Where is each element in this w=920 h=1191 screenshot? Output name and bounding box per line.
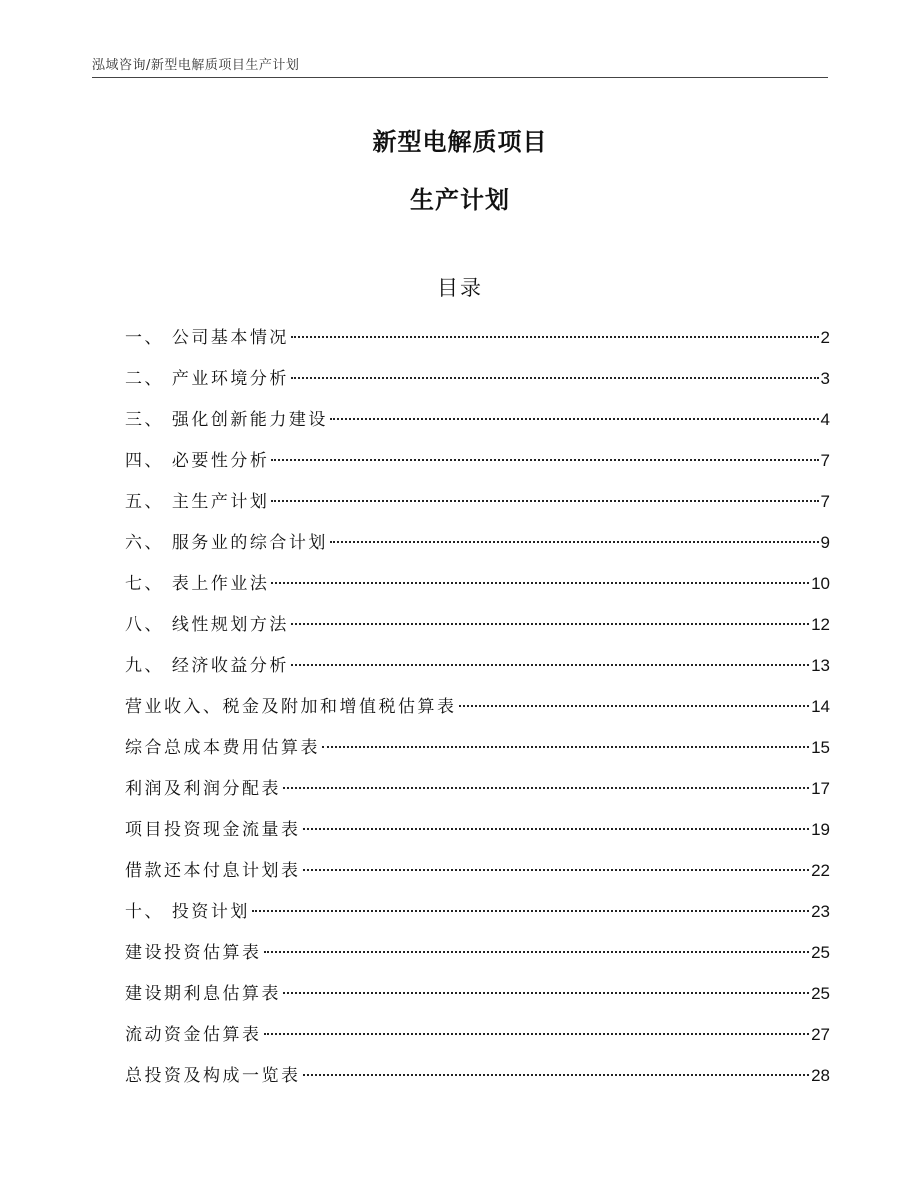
toc-leader-dots: [264, 1033, 810, 1035]
toc-entry[interactable]: [125, 772, 830, 813]
toc-entry[interactable]: [125, 936, 830, 977]
toc-entry-label: 项目投资现金流量表: [125, 820, 301, 840]
toc-leader-dots: [291, 664, 809, 666]
running-header: 泓域咨询/新型电解质项目生产计划: [92, 58, 300, 73]
toc-entry-page: 7: [820, 492, 830, 511]
toc-entry-page: 25: [811, 984, 830, 1003]
toc-entry-page: 9: [820, 533, 830, 552]
toc-entry-label: 五、 主生产计划: [125, 492, 270, 512]
toc-entry-page: 23: [811, 902, 830, 921]
toc-entry[interactable]: [125, 854, 830, 895]
toc-entry-page: 19: [811, 820, 830, 839]
document-subtitle: 生产计划: [410, 186, 510, 214]
toc-entry[interactable]: [125, 362, 830, 403]
toc-entry-label: 十、 投资计划: [125, 902, 250, 922]
toc-entry-label: 八、 线性规划方法: [125, 615, 289, 635]
toc-entry-label: 综合总成本费用估算表: [125, 738, 320, 758]
toc-entry[interactable]: [125, 403, 830, 444]
toc-entry-page: 4: [820, 410, 830, 429]
toc-entry[interactable]: [125, 977, 830, 1018]
toc-entry-label: 建设投资估算表: [125, 943, 262, 963]
toc-leader-dots: [271, 500, 818, 502]
toc-entry[interactable]: [125, 813, 830, 854]
toc-leader-dots: [459, 705, 810, 707]
toc-entry-label: 二、 产业环境分析: [125, 369, 289, 389]
toc-entry[interactable]: [125, 608, 830, 649]
toc-entry-label: 总投资及构成一览表: [125, 1066, 301, 1086]
toc-entry-label: 营业收入、税金及附加和增值税估算表: [125, 697, 457, 717]
toc-leader-dots: [330, 418, 819, 420]
toc-entry[interactable]: [125, 444, 830, 485]
toc-entry-label: 四、 必要性分析: [125, 451, 270, 471]
table-of-contents: [125, 321, 830, 1100]
toc-heading: 目录: [437, 276, 483, 300]
toc-entry-page: 17: [811, 779, 830, 798]
toc-entry-page: 12: [811, 615, 830, 634]
toc-entry-label: 七、 表上作业法: [125, 574, 270, 594]
toc-entry[interactable]: [125, 485, 830, 526]
toc-entry[interactable]: [125, 895, 830, 936]
toc-entry-label: 六、 服务业的综合计划: [125, 533, 328, 553]
toc-entry-label: 建设期利息估算表: [125, 984, 281, 1004]
toc-leader-dots: [252, 910, 809, 912]
toc-entry[interactable]: [125, 690, 830, 731]
toc-entry[interactable]: [125, 526, 830, 567]
toc-entry-page: 13: [811, 656, 830, 675]
toc-leader-dots: [283, 992, 809, 994]
toc-entry-label: 三、 强化创新能力建设: [125, 410, 328, 430]
toc-leader-dots: [271, 459, 818, 461]
toc-entry-label: 流动资金估算表: [125, 1025, 262, 1045]
toc-entry-page: 22: [811, 861, 830, 880]
toc-entry-label: 利润及利润分配表: [125, 779, 281, 799]
toc-entry-page: 7: [820, 451, 830, 470]
toc-leader-dots: [322, 746, 809, 748]
toc-leader-dots: [330, 541, 819, 543]
toc-leader-dots: [303, 828, 810, 830]
header-divider: [92, 77, 828, 78]
toc-entry-page: 2: [820, 328, 830, 347]
toc-entry-page: 15: [811, 738, 830, 757]
toc-leader-dots: [303, 869, 810, 871]
toc-entry-page: 3: [820, 369, 830, 388]
toc-entry-label: 九、 经济收益分析: [125, 656, 289, 676]
toc-leader-dots: [291, 623, 809, 625]
toc-entry-page: 27: [811, 1025, 830, 1044]
toc-entry[interactable]: [125, 731, 830, 772]
toc-leader-dots: [271, 582, 809, 584]
toc-entry[interactable]: [125, 649, 830, 690]
toc-entry-label: 一、 公司基本情况: [125, 328, 289, 348]
document-title: 新型电解质项目: [372, 128, 548, 156]
toc-entry-page: 14: [811, 697, 830, 716]
toc-entry[interactable]: [125, 321, 830, 362]
toc-leader-dots: [291, 336, 819, 338]
toc-entry-page: 28: [811, 1066, 830, 1085]
toc-leader-dots: [264, 951, 810, 953]
toc-entry-label: 借款还本付息计划表: [125, 861, 301, 881]
toc-entry[interactable]: [125, 1059, 830, 1100]
toc-leader-dots: [291, 377, 819, 379]
toc-entry[interactable]: [125, 567, 830, 608]
toc-entry-page: 25: [811, 943, 830, 962]
toc-entry[interactable]: [125, 1018, 830, 1059]
toc-leader-dots: [283, 787, 809, 789]
toc-leader-dots: [303, 1074, 810, 1076]
toc-entry-page: 10: [811, 574, 830, 593]
